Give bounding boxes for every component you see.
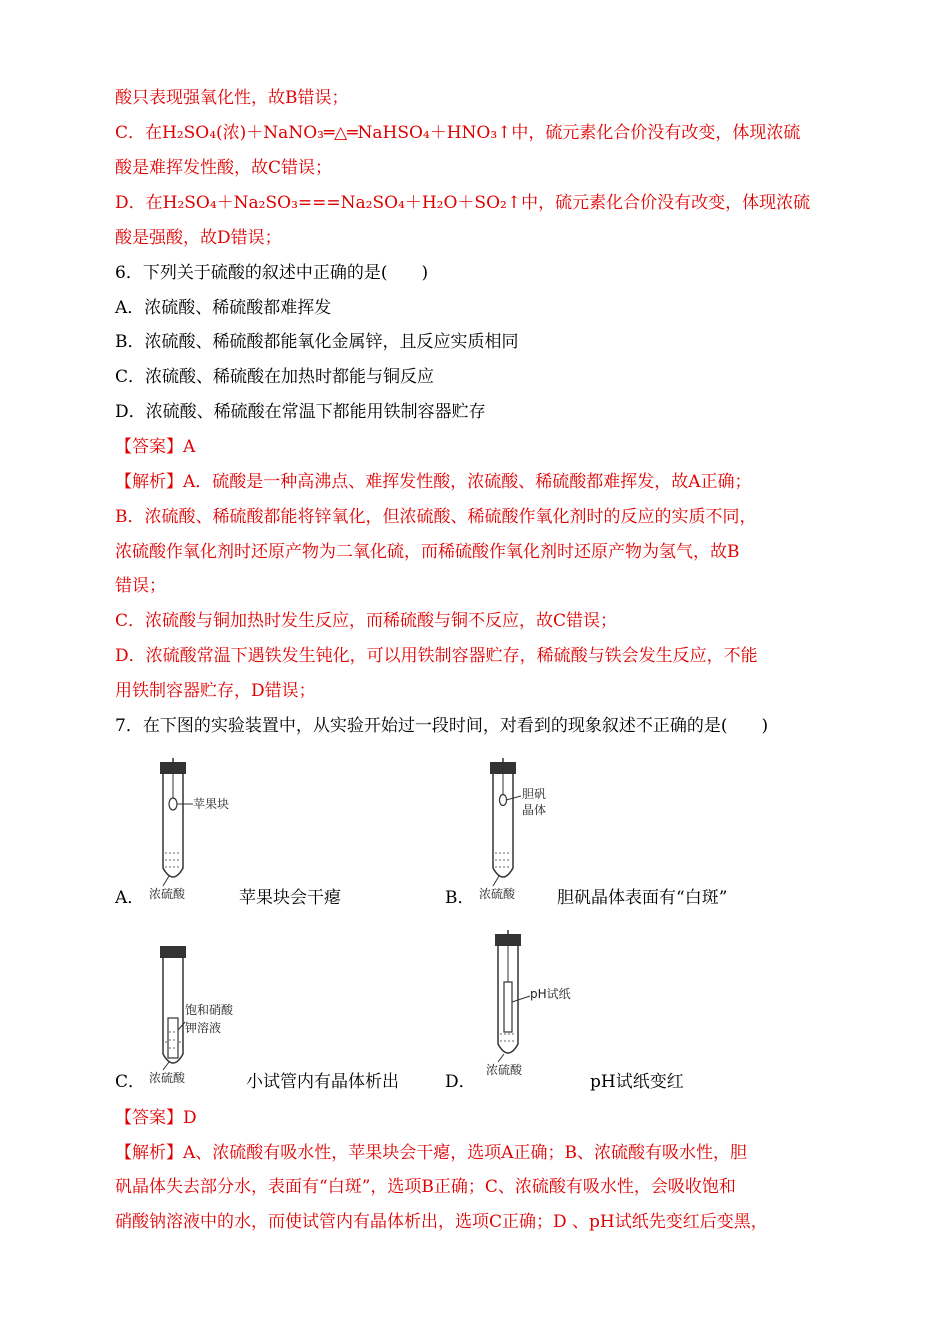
figure-d-phpaper-tube bbox=[480, 930, 590, 1080]
option-7b-letter: B． bbox=[445, 888, 475, 908]
figure-label: 钾溶液 bbox=[185, 1021, 222, 1035]
text-line: D．在H₂SO₄＋Na₂SO₃===Na₂SO₄＋H₂O＋SO₂↑中，硫元素化合价没有改变，体现浓硫 bbox=[115, 193, 811, 213]
option-6b: B．浓硫酸、稀硫酸都能氧化金属锌，且反应实质相同 bbox=[115, 332, 519, 352]
option-7d-text: pH试纸变红 bbox=[590, 1072, 684, 1092]
figure-label: 浓硫酸 bbox=[479, 887, 516, 901]
explanation-line: 用铁制容器贮存，D错误； bbox=[115, 681, 316, 701]
figure-label: 浓硫酸 bbox=[149, 1071, 186, 1085]
figure-label: 晶体 bbox=[522, 803, 547, 817]
explanation-line: 硝酸钠溶液中的水，而使试管内有晶体析出，选项C正确；D 、pH试纸先变红后变黑， bbox=[115, 1212, 768, 1232]
figure-label: pH试纸 bbox=[530, 987, 571, 1001]
figure-b-bluevitriol-tube bbox=[475, 758, 585, 903]
question-7: 7．在下图的实验装置中，从实验开始过一段时间，对看到的现象叙述不正确的是( ) bbox=[115, 716, 769, 736]
explanation-line: 错误； bbox=[115, 576, 166, 596]
text-line: 酸是难挥发性酸，故C错误； bbox=[115, 158, 333, 178]
option-7a-text: 苹果块会干瘪 bbox=[239, 888, 341, 908]
figure-label: 浓硫酸 bbox=[486, 1063, 523, 1077]
figure-c-nitrate-tube bbox=[145, 942, 255, 1087]
figure-label: 饱和硝酸 bbox=[185, 1003, 234, 1017]
text-line: 酸是强酸，故D错误； bbox=[115, 228, 282, 248]
option-7a-letter: A． bbox=[115, 888, 145, 908]
option-6a: A．浓硫酸、稀硫酸都难挥发 bbox=[115, 298, 332, 318]
option-7c-text: 小试管内有晶体析出 bbox=[246, 1072, 399, 1092]
text-line: 酸只表现强氧化性，故B错误； bbox=[115, 88, 349, 108]
figure-label: 胆矾 bbox=[522, 787, 547, 801]
figure-label: 浓硫酸 bbox=[149, 887, 186, 901]
explanation-line: 浓硫酸作氧化剂时还原产物为二氧化硫，而稀硫酸作氧化剂时还原产物为氢气，故B bbox=[115, 542, 740, 562]
explanation-line: 【解析】A、浓硫酸有吸水性，苹果块会干瘪，选项A正确；B、浓硫酸有吸水性，胆 bbox=[115, 1143, 748, 1163]
option-7b-text: 胆矾晶体表面有“白斑” bbox=[557, 888, 728, 908]
option-7c-letter: C． bbox=[115, 1072, 146, 1092]
option-7d-letter: D． bbox=[445, 1072, 476, 1092]
answer-7: 【答案】D bbox=[115, 1108, 197, 1128]
explanation-line: C．浓硫酸与铜加热时发生反应，而稀硫酸与铜不反应，故C错误； bbox=[115, 611, 618, 631]
text-line: C．在H₂SO₄(浓)＋NaNO₃═△═NaHSO₄＋HNO₃↑中，硫元素化合价没有改变，体现浓硫 bbox=[115, 123, 801, 143]
explanation-line: 【解析】A．硫酸是一种高沸点、难挥发性酸，浓硫酸、稀硫酸都难挥发，故A正确； bbox=[115, 472, 752, 492]
explanation-line: 矾晶体失去部分水，表面有“白斑”，选项B正确；C、浓硫酸有吸水性，会吸收饱和 bbox=[115, 1177, 736, 1197]
explanation-line: D．浓硫酸常温下遇铁发生钝化，可以用铁制容器贮存，稀硫酸与铁会发生反应，不能 bbox=[115, 646, 758, 666]
option-6c: C．浓硫酸、稀硫酸在加热时都能与铜反应 bbox=[115, 367, 435, 387]
option-6d: D．浓硫酸、稀硫酸在常温下都能用铁制容器贮存 bbox=[115, 402, 486, 422]
question-6: 6．下列关于硫酸的叙述中正确的是( ) bbox=[115, 263, 429, 283]
figure-a-apple-tube bbox=[145, 758, 255, 903]
figure-label: 苹果块 bbox=[193, 797, 230, 811]
answer-6: 【答案】A bbox=[115, 437, 196, 457]
explanation-line: B．浓硫酸、稀硫酸都能将锌氧化，但浓硫酸、稀硫酸作氧化剂时的反应的实质不同， bbox=[115, 507, 757, 527]
